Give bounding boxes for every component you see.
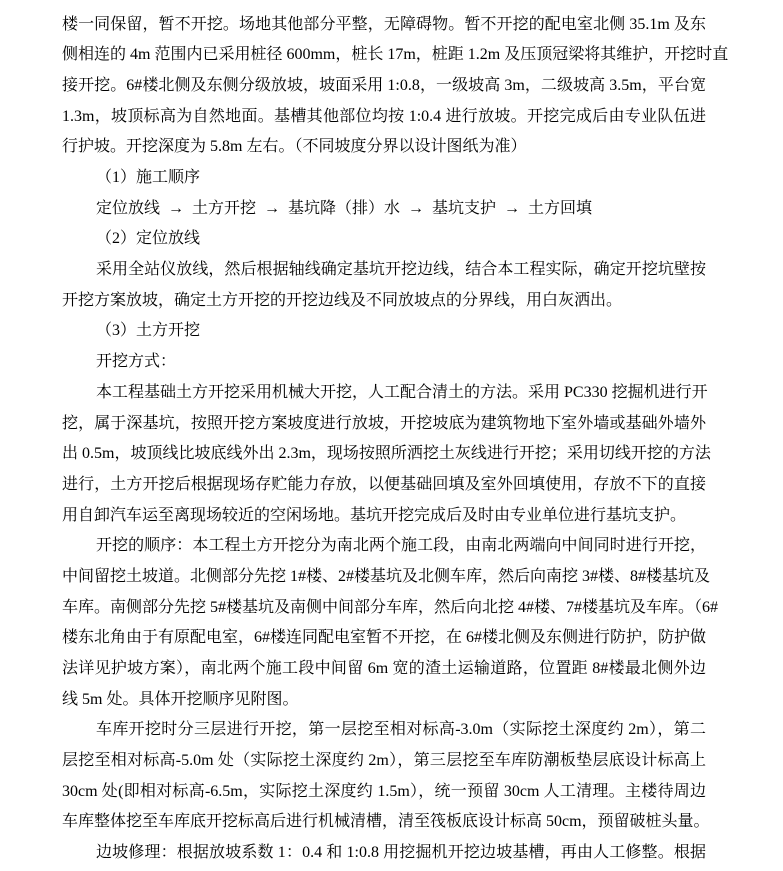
section-heading-excavation: [62, 316, 706, 347]
section-heading: （1）施工顺序: [96, 169, 201, 187]
text-line: 出 0.5m，坡顶线比坡底线外出 2.3m，现场按照所洒挖土灰线进行开挖；采用切线开挖的方法: [62, 445, 711, 463]
text-line: 车库整体挖至车库底开挖标高后进行机械清槽，清至筏板底设计标高 50cm，预留破桩头量。: [62, 813, 710, 831]
paragraph: [62, 378, 711, 531]
text-line: 本工程基础土方开挖采用机械大开挖，人工配合清土的方法。采用 PC330 挖掘机进行开: [96, 383, 708, 401]
text-line: 30cm 处(即相对标高-6.5m，实际挖土深度约 1.5m），统一预留 30cm 人工清理。主楼待周边: [62, 782, 706, 800]
text-line: 车库。南侧部分先挖 5#楼基坑及南侧中间部分车库，然后向北挖 4#楼、7#楼基坑及车库。（6#: [62, 598, 719, 616]
paragraph: [62, 531, 719, 715]
text-line: 进行，土方开挖后根据现场存贮能力存放，以便基础回填及室外回填使用，存放不下的直接: [62, 475, 706, 493]
text-line: 挖，属于深基坑，按照开挖方案坡度进行放坡，开挖坡底为建筑物地下室外墙或基础外墙外: [62, 414, 706, 432]
section-heading: （2）定位放线: [96, 230, 201, 248]
subsection-label-line: 开挖方式：: [96, 353, 177, 371]
text-line: 法详见护坡方案），南北两个施工段中间留 6m 宽的渣土运输道路，位置距 8#楼最北侧外边: [62, 660, 706, 678]
text-line: 中间留挖土坡道。北侧部分先挖 1#楼、2#楼基坑及北侧车库，然后向南挖 3#楼、8#楼基坑及: [62, 567, 711, 585]
text-line: 层挖至相对标高-5.0m 处（实际挖土深度约 2m），第三层挖至车库防潮板垫层底设计标高上: [62, 752, 706, 770]
document-page: [62, 10, 729, 869]
text-line: 开挖的顺序：本工程土方开挖分为南北两个施工段，由南北两端向中间同时进行开挖，: [96, 537, 706, 555]
paragraph: [62, 255, 706, 316]
text-line: 车库开挖时分三层进行开挖，第一层挖至相对标高-3.0m（实际挖土深度约 2m），第二: [96, 721, 706, 739]
process-flow-line: 定位放线 → 土方开挖 → 基坑降（排）水 → 基坑支护 → 土方回填: [96, 199, 593, 217]
text-line: 行护坡。开挖深度为 5.8m 左右。（不同坡度分界以设计图纸为准）: [62, 138, 527, 156]
subsection-label: [62, 347, 706, 378]
paragraph: [62, 838, 706, 869]
text-line: 线 5m 处。具体开挖顺序见附图。: [62, 690, 299, 708]
section-heading-positioning: [62, 224, 706, 255]
text-line: 1.3m，坡顶标高为自然地面。基槽其他部位均按 1:0.4 进行放坡。开挖完成后由专业队伍进: [62, 107, 706, 125]
text-line: 开挖方案放坡，确定土方开挖的开挖边线及不同放坡点的分界线，用白灰洒出。: [62, 291, 623, 309]
paragraph: [62, 10, 729, 163]
section-heading-construction-sequence: [62, 163, 706, 194]
paragraph: [62, 715, 710, 838]
text-line: 采用全站仪放线，然后根据轴线确定基坑开挖边线，结合本工程实际，确定开挖坑壁按: [96, 261, 706, 279]
text-line: 楼东北角由于有原配电室，6#楼连同配电室暂不开挖，在 6#楼北侧及东侧进行防护，防护做: [62, 629, 707, 647]
text-line: 侧相连的 4m 范围内已采用桩径 600mm，桩长 17m，桩距 1.2m 及压顶冠梁将其维护，开挖时直: [62, 46, 729, 64]
text-line: 接开挖。6#楼北侧及东侧分级放坡，坡面采用 1:0.8，一级坡高 3m，二级坡高 3.5m，平台宽: [62, 76, 706, 94]
text-line: 楼一同保留，暂不开挖。场地其他部分平整，无障碍物。暂不开挖的配电室北侧 35.1m 及东: [62, 15, 706, 33]
process-flow: [62, 194, 706, 225]
section-heading: （3）土方开挖: [96, 322, 201, 340]
text-line: 边坡修理：根据放坡系数 1：0.4 和 1:0.8 用挖掘机开挖边坡基槽，再由人工修整。根据: [96, 844, 706, 862]
text-line: 用自卸汽车运至离现场较近的空闲场地。基坑开挖完成后及时由专业单位进行基坑支护。: [62, 506, 687, 524]
